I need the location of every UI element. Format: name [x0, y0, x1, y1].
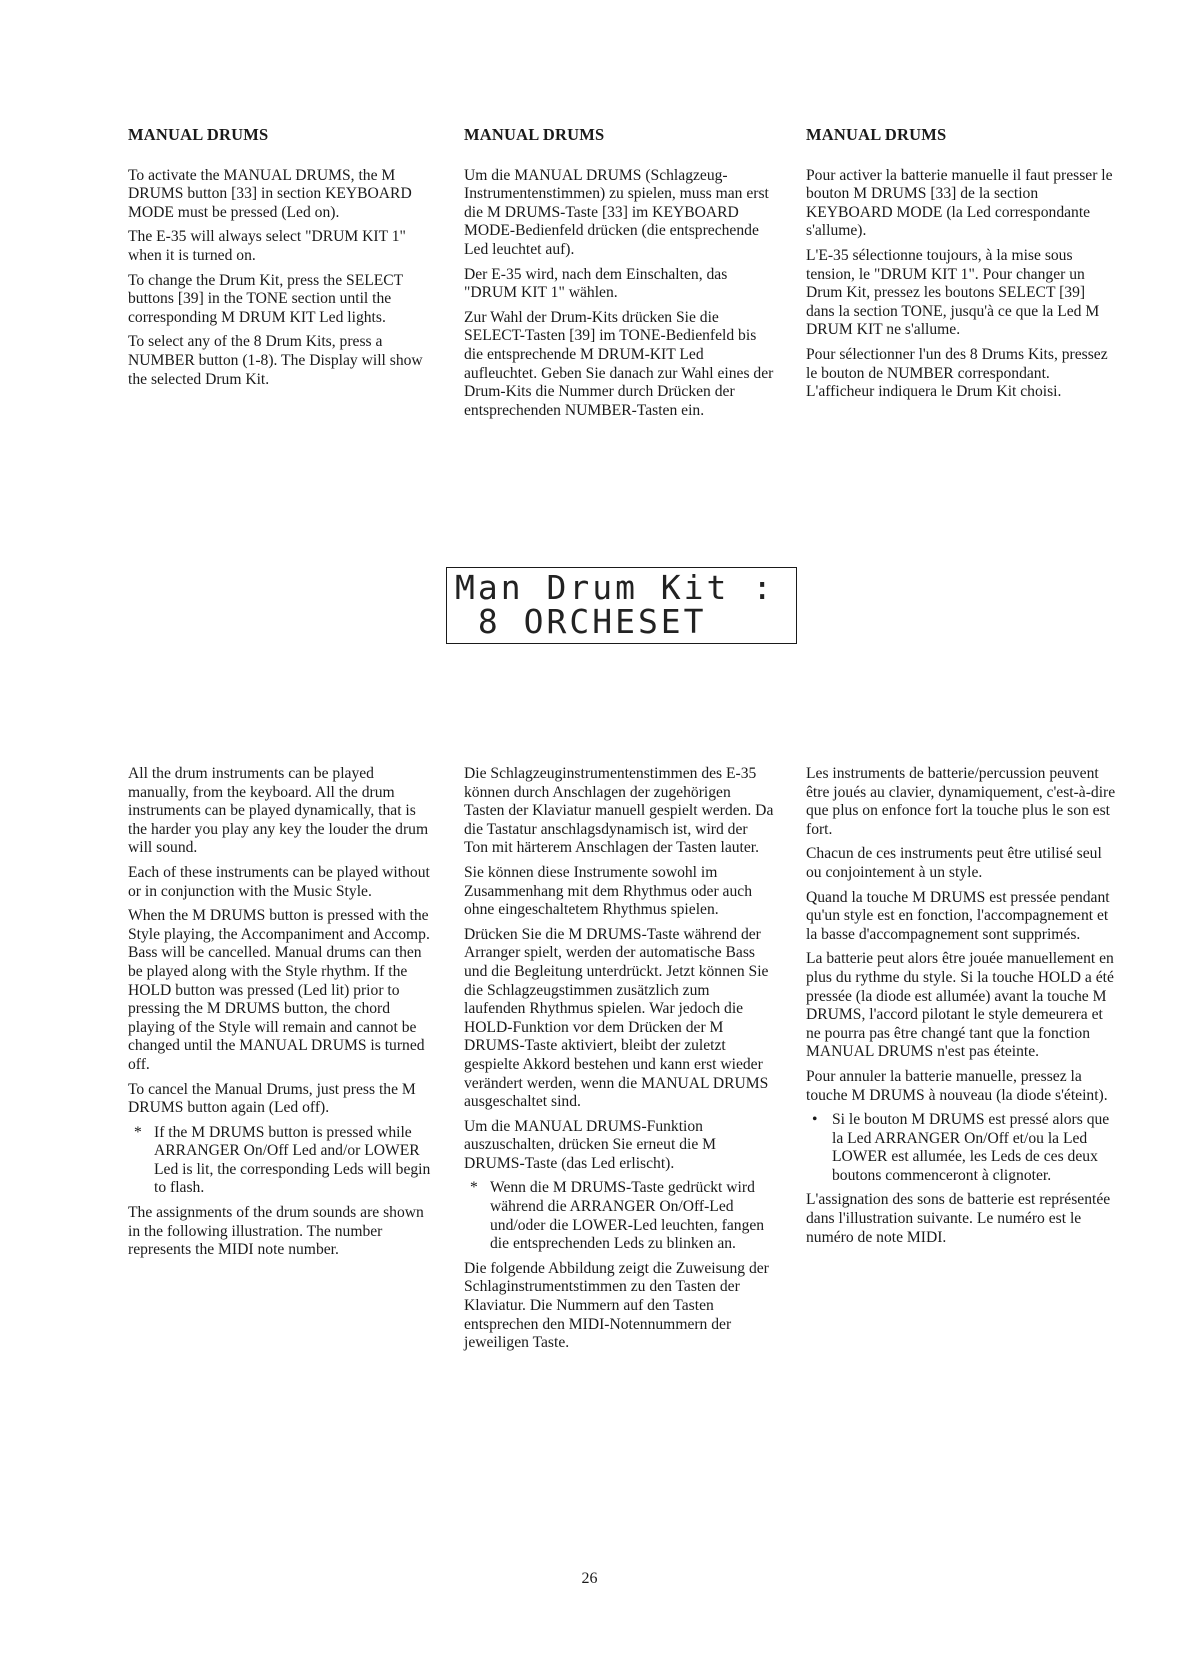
lcd-line-2: 8 ORCHESET	[455, 602, 707, 641]
french-top-column	[806, 126, 1116, 408]
french-bottom-column	[806, 765, 1116, 1253]
paragraph: L'assignation des sons de batterie est représentée dans l'illustration suivante. Le numéro est le numéro de note MIDI.	[806, 1191, 1111, 1246]
paragraph: Zur Wahl der Drum-Kits drücken Sie die SELECT-Tasten [39] im TONE-Bedienfeld bis die entsprechende M DRUM-KIT Led aufleuchtet. Geben Sie danach zur Wahl eines der Drum-Kits die Nummer durch Drücken der entsprechenden NUMBER-Tasten ein.	[464, 308, 774, 419]
english-top-column	[128, 126, 438, 395]
paragraph: Um die MANUAL DRUMS-Funktion auszuschalten, drücken Sie erneut die M DRUMS-Taste (das Led erlischt).	[464, 1117, 717, 1172]
paragraph: Each of these instruments can be played without or in conjunction with the Music Style.	[128, 863, 430, 900]
paragraph: To change the Drum Kit, press the SELECT buttons [39] in the TONE section until the corresponding M DRUM KIT Led lights.	[128, 271, 403, 326]
paragraph: To activate the MANUAL DRUMS, the M DRUMS button [33] in section KEYBOARD MODE must be pressed (Led on).	[128, 166, 412, 221]
paragraph: La batterie peut alors être jouée manuellement en plus du rythme du style. Si la touche HOLD a été pressée (la diode est allumée) avant la touche M DRUMS, l'accord pilotant le style demeurera et ne pourra pas être changé tant que la fonction MANUAL DRUMS n'est pas éteinte.	[806, 950, 1114, 1061]
lcd-display	[446, 567, 797, 644]
english-bottom-column	[128, 765, 438, 1266]
paragraph: To select any of the 8 Drum Kits, press a NUMBER button (1-8). The Display will show the selected Drum Kit.	[128, 333, 423, 388]
bullet-text: Wenn die M DRUMS-Taste gedrückt wird während die ARRANGER On/Off-Led und/oder die LOWER-Led leuchten, fangen die entsprechenden Leds zu blinken an.	[490, 1179, 765, 1253]
paragraph: To cancel the Manual Drums, just press the M DRUMS button again (Led off).	[128, 1080, 416, 1117]
bullet-mark: *	[134, 1123, 142, 1141]
paragraph: Pour sélectionner l'un des 8 Drums Kits, pressez le bouton de NUMBER correspondant. L'afficheur indiquera le Drum Kit choisi.	[806, 345, 1108, 401]
paragraph: Les instruments de batterie/percussion peuvent être joués au clavier, dynamiquement, c'est-à-dire que plus on enfonce fort la touche plus le son est fort.	[806, 765, 1116, 838]
paragraph: When the M DRUMS button is pressed with the Style playing, the Accompaniment and Accomp. Bass will be cancelled. Manual drums can then be played along with the Style rhythm. If the HOLD button was pressed (Led lit) prior to pressing the M DRUMS button, the chord playing of the Style will remain and cannot be changed until the MANUAL DRUMS is turned off.	[128, 907, 430, 1073]
paragraph: Chacun de ces instruments peut être utilisé seul ou conjointement à un style.	[806, 845, 1102, 881]
bullet-text: If the M DRUMS button is pressed while ARRANGER On/Off Led and/or LOWER Led is lit, the corresponding Leds will begin to flash.	[154, 1123, 431, 1197]
bullet-text: Si le bouton M DRUMS est pressé alors que la Led ARRANGER On/Off et/ou la Led LOWER est allumée, les Leds de ces deux boutons commenceront à clignoter.	[832, 1111, 1110, 1184]
bullet-note	[806, 1111, 1116, 1185]
bullet-note	[464, 1179, 774, 1253]
paragraph: Drücken Sie die M DRUMS-Taste während der Arranger spielt, werden der automatische Bass und die Begleitung unterdrückt. Jetzt können Sie die Schlagzeugstimmen zusätzlich zum laufenden Rhythmus spielen. War jedoch die HOLD-Funktion vor dem Drücken der M DRUMS-Taste aktiviert, bleibt der zuletzt gespielte Akkord bestehen und kann erst wieder verändert werden, wenn die MANUAL DRUMS ausgeschaltet sind.	[464, 925, 769, 1111]
paragraph: Pour activer la batterie manuelle il faut presser le bouton M DRUMS [33] de la section KEYBOARD MODE (la Led correspondante s'allume).	[806, 166, 1113, 240]
paragraph: Quand la touche M DRUMS est pressée pendant qu'un style est en fonction, l'accompagnement et la basse d'accompagnement sont supprimés.	[806, 888, 1110, 943]
paragraph: Die folgende Abbildung zeigt die Zuweisung der Schlaginstrumentstimmen zu den Tasten der Klaviatur. Die Nummern auf den Tasten entsprechen den MIDI-Notennummern der jeweiligen Taste.	[464, 1259, 769, 1352]
paragraph: The assignments of the drum sounds are shown in the following illustration. The number represents the MIDI note number.	[128, 1204, 424, 1259]
bullet-note	[128, 1124, 438, 1198]
paragraph: Um die MANUAL DRUMS (Schlagzeug-Instrumentenstimmen) zu spielen, muss man erst die M DRUMS-Taste [33] im KEYBOARD MODE-Bedienfeld drücken (die entsprechende Led leuchtet auf).	[464, 166, 769, 258]
german-heading: MANUAL DRUMS	[464, 125, 605, 144]
page-number: 26	[581, 1570, 598, 1587]
bullet-mark: •	[812, 1111, 818, 1129]
paragraph: Pour annuler la batterie manuelle, pressez la touche M DRUMS à nouveau (la diode s'éteint).	[806, 1067, 1108, 1104]
german-top-column	[464, 126, 774, 426]
german-bottom-column	[464, 765, 774, 1359]
paragraph: The E-35 will always select "DRUM KIT 1" when it is turned on.	[128, 228, 406, 264]
french-heading: MANUAL DRUMS	[806, 125, 947, 144]
paragraph: L'E-35 sélectionne toujours, à la mise sous tension, le "DRUM KIT 1". Pour changer un Drum Kit, pressez les boutons SELECT [39] dans la section TONE, jusqu'à ce que la Led M DRUM KIT ne s'allume.	[806, 246, 1100, 339]
paragraph: All the drum instruments can be played manually, from the keyboard. All the drum instruments can be played dynamically, that is the harder you play any key the louder the drum will sound.	[128, 765, 429, 857]
english-heading: MANUAL DRUMS	[128, 125, 269, 144]
paragraph: Die Schlagzeuginstrumentenstimmen des E-35 können durch Anschlagen der zugehörigen Tasten der Klaviatur manuell gespielt werden. Da die Tastatur anschlagsdynamisch ist, wird der Ton mit härterem Anschlagen der Tasten lauter.	[464, 765, 774, 857]
paragraph: Der E-35 wird, nach dem Einschalten, das "DRUM KIT 1" wählen.	[464, 265, 728, 302]
lcd-line-1: Man Drum Kit :	[455, 568, 776, 607]
paragraph: Sie können diese Instrumente sowohl im Zusammenhang mit dem Rhythmus oder auch ohne eingeschaltetem Rhythmus spielen.	[464, 863, 752, 919]
bullet-mark: *	[470, 1179, 478, 1197]
